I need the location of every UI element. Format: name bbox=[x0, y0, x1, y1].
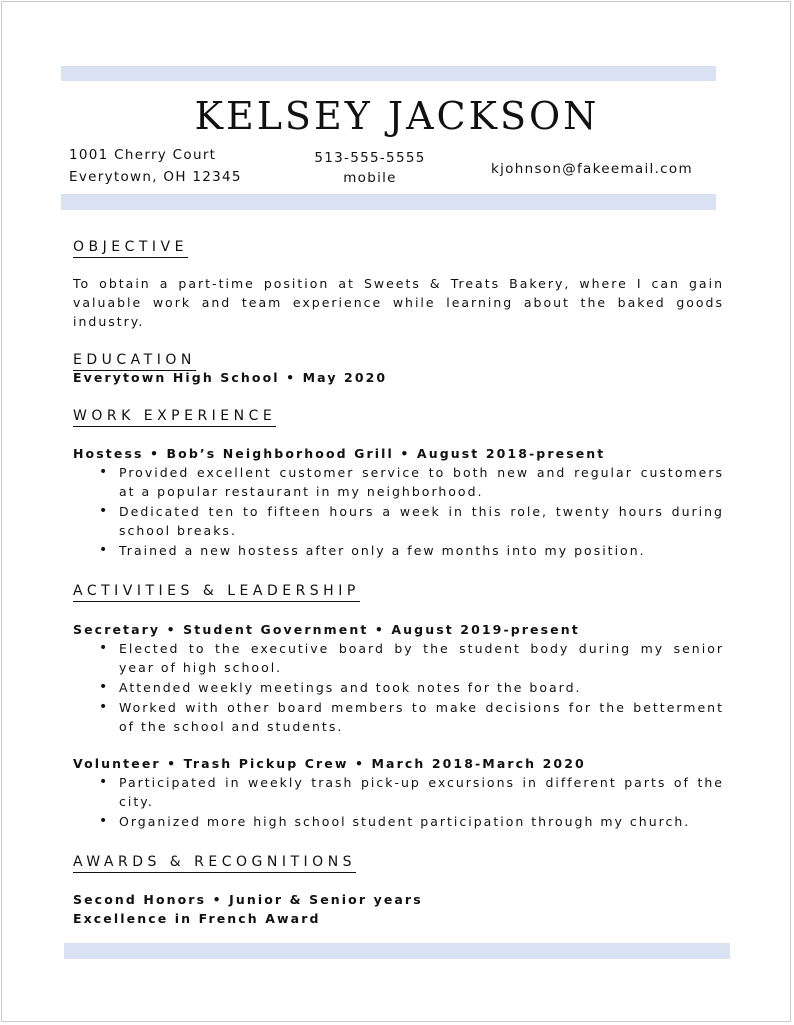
awards-section bbox=[73, 851, 356, 873]
list-item: • Elected to the executive board by the student body during my senior year of high school. bbox=[73, 639, 724, 677]
awards-heading: AWARDS & RECOGNITIONS bbox=[73, 853, 356, 873]
list-item: • Organized more high school student participation through my church. bbox=[73, 812, 724, 831]
address-block bbox=[69, 144, 242, 188]
award-item: Second Honors • Junior & Senior years bbox=[73, 892, 423, 907]
activity-bullets bbox=[73, 639, 724, 736]
list-item: • Trained a new hostess after only a few months into my position. bbox=[73, 541, 724, 560]
objective-text: To obtain a part-time position at Sweets & Treats Bakery, where I can gain valuable work and team experience while learning about the baked goods industry. bbox=[73, 276, 724, 329]
address-line-2: Everytown, OH 12345 bbox=[69, 169, 242, 185]
candidate-name: KELSEY JACKSON bbox=[194, 94, 600, 138]
email-address: kjohnson@fakeemail.com bbox=[491, 161, 693, 177]
activity-bullets bbox=[73, 773, 724, 831]
education-entry: Everytown High School • May 2020 bbox=[73, 370, 388, 385]
phone-number: 513-555-5555 bbox=[314, 150, 426, 166]
activities-section bbox=[73, 580, 360, 602]
job-title: Hostess • Bob’s Neighborhood Grill • August 2018-present bbox=[73, 446, 606, 461]
award-item: Excellence in French Award bbox=[73, 911, 321, 926]
activity-entry-secretary bbox=[73, 620, 724, 737]
activity-title: Secretary • Student Government • August 2019-present bbox=[73, 622, 580, 637]
activity-entry-volunteer bbox=[73, 754, 724, 832]
footer-bar bbox=[64, 943, 730, 959]
phone-block bbox=[300, 148, 440, 188]
awards-list bbox=[73, 890, 423, 928]
phone-type: mobile bbox=[343, 170, 397, 186]
list-item: • Attended weekly meetings and took notes for the board. bbox=[73, 678, 724, 697]
address-line-1: 1001 Cherry Court bbox=[69, 147, 217, 163]
list-item: • Participated in weekly trash pick-up excursions in different parts of the city. bbox=[73, 773, 724, 811]
objective-heading: OBJECTIVE bbox=[73, 238, 188, 258]
objective-section bbox=[73, 236, 188, 258]
work-heading: WORK EXPERIENCE bbox=[73, 407, 276, 427]
job-entry bbox=[73, 444, 724, 561]
activity-title: Volunteer • Trash Pickup Crew • March 2018-March 2020 bbox=[73, 756, 586, 771]
list-item: • Dedicated ten to fifteen hours a week in this role, twenty hours during school breaks. bbox=[73, 502, 724, 540]
header-top-bar bbox=[61, 66, 716, 81]
activities-heading: ACTIVITIES & LEADERSHIP bbox=[73, 582, 360, 602]
list-item: • Provided excellent customer service to both new and regular customers at a popular restaurant in my neighborhood. bbox=[73, 463, 724, 501]
list-item: • Worked with other board members to make decisions for the betterment of the school and students. bbox=[73, 698, 724, 736]
job-bullets bbox=[73, 463, 724, 560]
education-heading: EDUCATION bbox=[73, 351, 196, 371]
header-bottom-bar bbox=[61, 194, 716, 210]
work-section bbox=[73, 405, 276, 427]
